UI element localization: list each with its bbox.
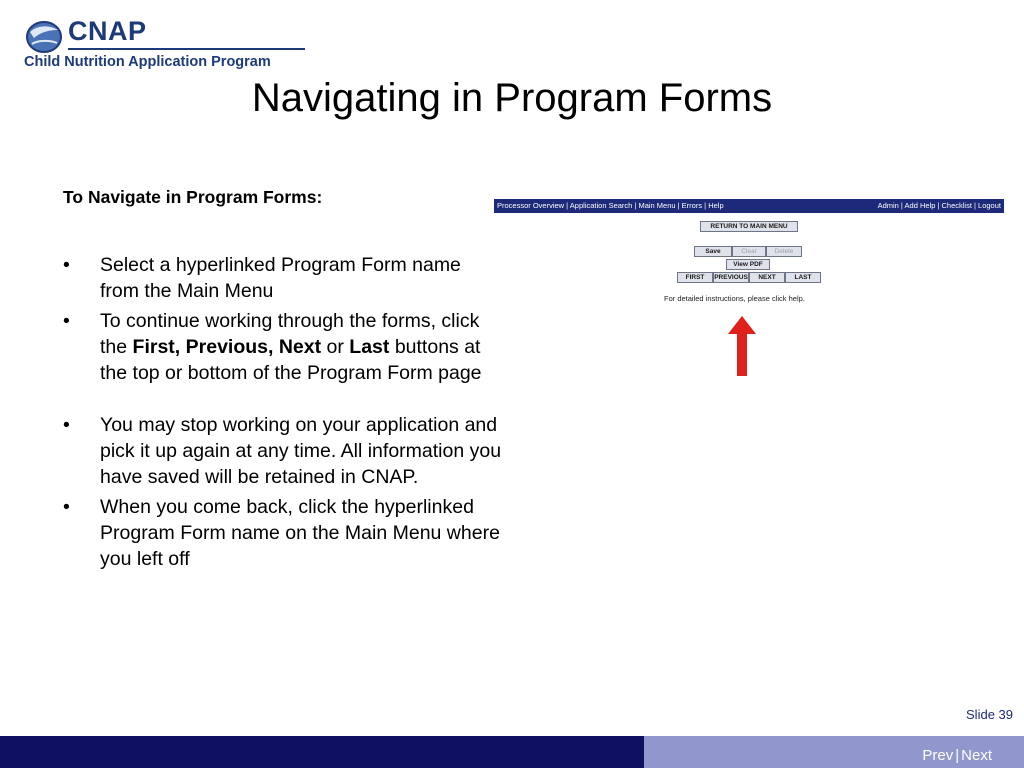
bold-last: Last <box>349 336 390 358</box>
bullet-item <box>63 494 503 572</box>
help-instructions: For detailed instructions, please click help. <box>664 294 805 303</box>
navbar-links-left: Processor Overview | Application Search | Main Menu | Errors | Help <box>497 201 724 210</box>
clear-button[interactable]: Clear <box>732 246 766 257</box>
return-to-main-menu-button[interactable]: RETURN TO MAIN MENU <box>700 221 798 232</box>
up-arrow-icon <box>728 316 756 376</box>
bullet-text: When you come back, click the hyperlinked Program Form name on the Main Menu where you left off <box>100 496 500 570</box>
bullet-text: You may stop working on your application and pick it up again at any time. All information you have saved will be retained in CNAP. <box>100 414 502 488</box>
bullet-dot: • <box>63 310 70 332</box>
footer-bar <box>0 736 1024 768</box>
save-button[interactable]: Save <box>694 246 732 257</box>
next-button[interactable]: NEXT <box>749 272 785 283</box>
bullet-dot: • <box>63 496 70 518</box>
first-button[interactable]: FIRST <box>677 272 713 283</box>
bullet-dot: • <box>63 254 70 276</box>
footer-dark-band <box>0 736 644 768</box>
delete-button[interactable]: Delete <box>766 246 802 257</box>
bullet-list <box>63 252 503 576</box>
bold-button-names: First, Previous, Next <box>132 336 322 358</box>
slide-nav <box>922 747 992 764</box>
bullet-text: To continue working through the forms, click the First, Previous, Next or Last buttons at the top or bottom of the Program Form page <box>100 310 482 384</box>
globe-logo-icon <box>24 18 64 54</box>
view-pdf-button[interactable]: View PDF <box>726 259 770 270</box>
slide-number: Slide 39 <box>966 707 1013 722</box>
logo-subtitle: Child Nutrition Application Program <box>24 54 271 70</box>
logo-name: CNAP <box>68 16 147 46</box>
last-button[interactable]: LAST <box>785 272 821 283</box>
section-heading: To Navigate in Program Forms: <box>63 187 323 207</box>
cnap-logo <box>20 14 310 74</box>
next-link[interactable]: Next <box>961 747 992 764</box>
bullet-text: Select a hyperlinked Program Form name from the Main Menu <box>100 254 461 302</box>
previous-button[interactable]: PREVIOUS <box>714 274 748 281</box>
bullet-dot: • <box>63 414 70 436</box>
screenshot-navbar <box>494 199 1004 213</box>
nav-separator: | <box>955 747 960 764</box>
prev-link[interactable]: Prev <box>922 747 954 764</box>
bullet-item <box>63 308 503 386</box>
bullet-item <box>63 412 503 490</box>
app-screenshot <box>494 199 1004 309</box>
bullet-item <box>63 252 503 304</box>
navbar-links-right: Admin | Add Help | Checklist | Logout <box>877 201 1001 210</box>
logo-divider <box>68 48 305 50</box>
slide-title: Navigating in Program Forms <box>251 76 773 120</box>
